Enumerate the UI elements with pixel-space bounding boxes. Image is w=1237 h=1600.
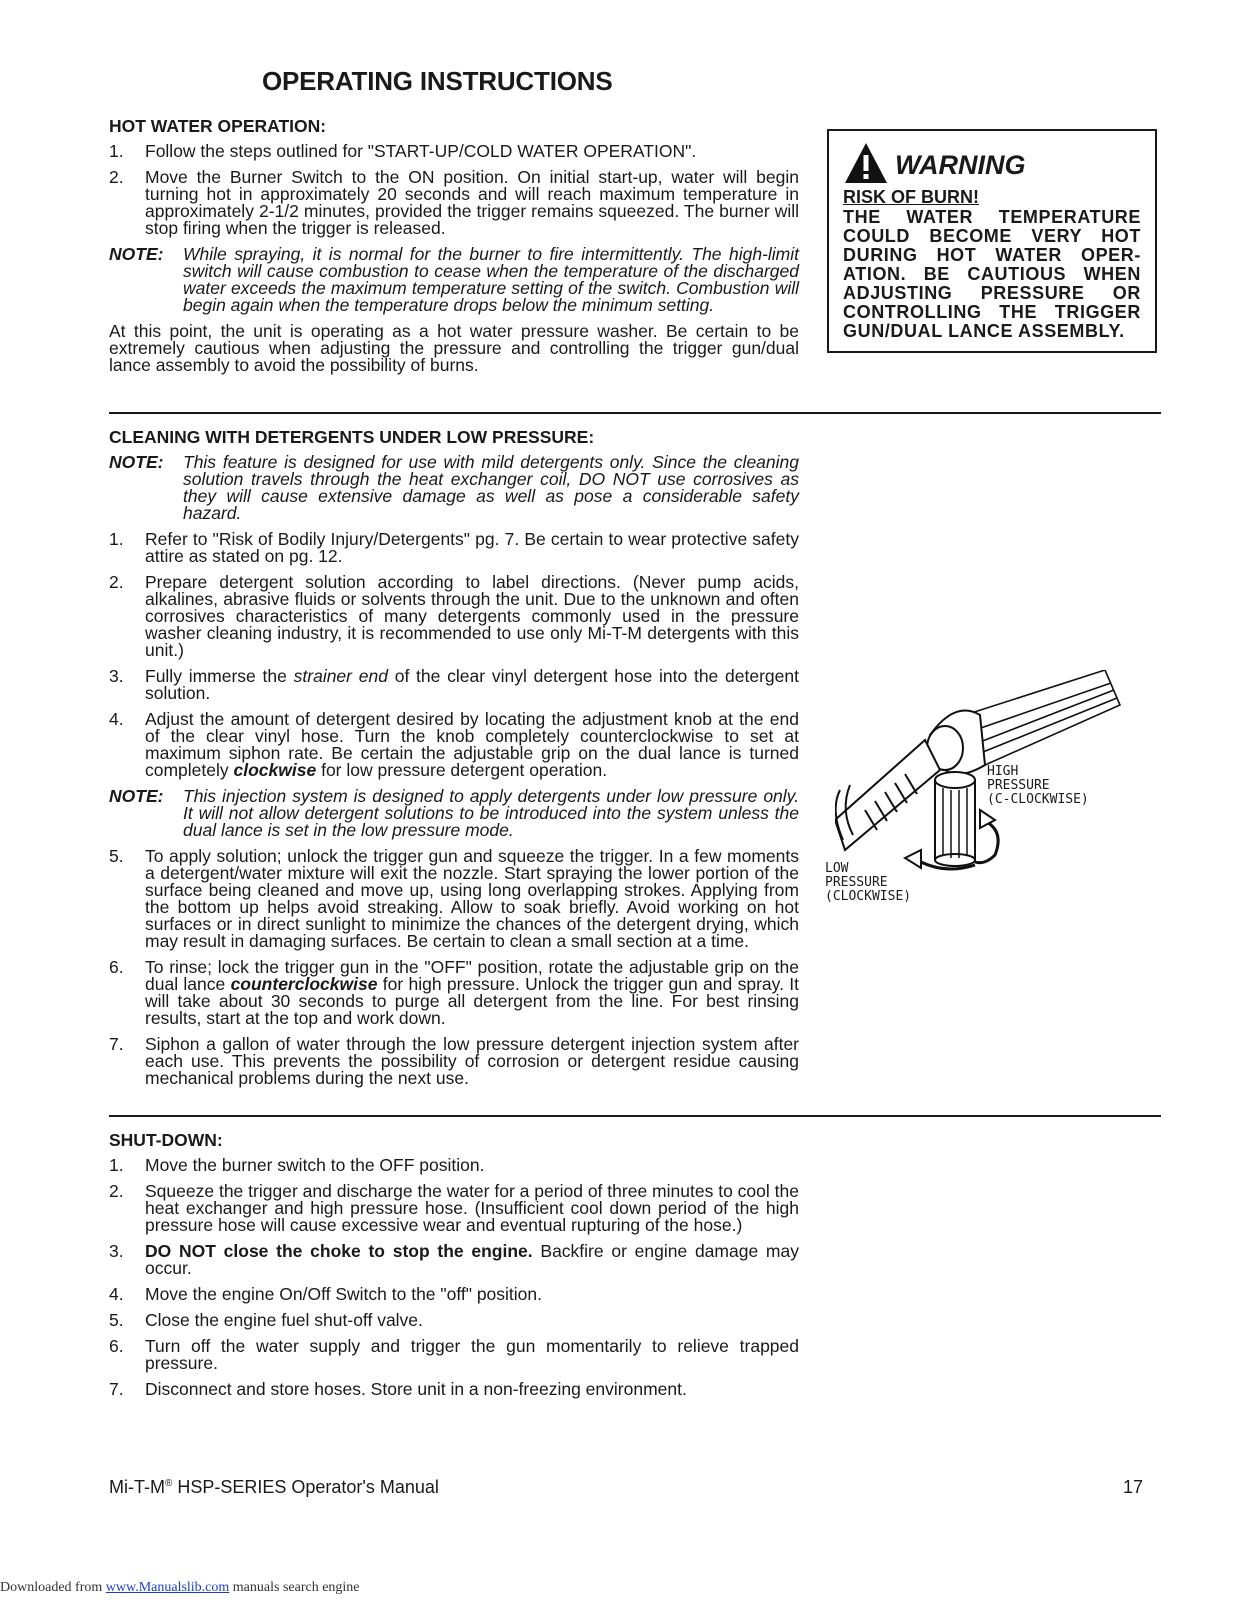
item-emphasis: clockwise bbox=[233, 760, 317, 780]
shutdown-heading: SHUT-DOWN: bbox=[109, 1130, 223, 1150]
list-item bbox=[109, 1286, 799, 1303]
item-emphasis: strainer end bbox=[293, 666, 388, 686]
item-text: Refer to "Risk of Bodily Injury/Detergents" pg. 7. Be certain to wear protective safety attire as stated on pg. 12. bbox=[145, 529, 799, 566]
note bbox=[109, 454, 799, 522]
item-emphasis: counterclockwise bbox=[230, 974, 378, 994]
item-number: 2. bbox=[109, 167, 124, 187]
detergents-heading: CLEANING WITH DETERGENTS UNDER LOW PRESSURE: bbox=[109, 427, 595, 447]
dual-lance-figure bbox=[825, 670, 1135, 920]
item-text: Close the engine fuel shut-off valve. bbox=[145, 1310, 423, 1330]
footer-manual: HSP-SERIES Operator's Manual bbox=[172, 1477, 439, 1497]
note-label: NOTE: bbox=[109, 452, 164, 472]
list-item bbox=[109, 1381, 799, 1398]
item-number: 4. bbox=[109, 1284, 124, 1304]
item-text: Fully immerse the bbox=[145, 666, 294, 686]
item-text: Siphon a gallon of water through the low pressure detergent injection system after each use. This prevents the possibility of corrosion or detergent residue causing mechanical problems during the next use. bbox=[145, 1034, 799, 1088]
item-number: 3. bbox=[109, 1241, 124, 1261]
list-item bbox=[109, 1243, 799, 1277]
item-number: 3. bbox=[109, 666, 124, 686]
warning-title: WARNING bbox=[895, 149, 1026, 180]
list-item bbox=[109, 531, 799, 565]
section-divider bbox=[109, 1115, 1161, 1117]
download-banner bbox=[0, 1580, 360, 1596]
item-number: 5. bbox=[109, 846, 124, 866]
item-number: 7. bbox=[109, 1379, 124, 1399]
item-number: 1. bbox=[109, 529, 124, 549]
list-item bbox=[109, 169, 799, 237]
list-item bbox=[109, 711, 799, 779]
item-number: 2. bbox=[109, 572, 124, 592]
high-pressure-label: HIGH PRESSURE (C-CLOCKWISE) bbox=[987, 764, 1089, 807]
list-item bbox=[109, 959, 799, 1027]
item-number: 7. bbox=[109, 1034, 124, 1054]
item-number: 6. bbox=[109, 1336, 124, 1356]
note bbox=[109, 246, 799, 314]
item-number: 1. bbox=[109, 1155, 124, 1175]
list-item bbox=[109, 1036, 799, 1087]
list-item bbox=[109, 574, 799, 659]
item-text: for high pressure. Unlock the trigger gun and spray. It will take about 30 seconds to purge all detergent from the line. For best rinsing results, start at the top and work down. bbox=[145, 974, 799, 1028]
footer-brand: Mi-T-M bbox=[109, 1477, 165, 1497]
item-text: Move the Burner Switch to the ON position. On initial start-up, water will begin turning hot in approximately 20 seconds and will reach maximum temperature in approximately 2-1/2 minutes, provided the trigger remains squeezed. The burner will stop firing when the trigger is released. bbox=[145, 167, 799, 238]
item-text: Move the engine On/Off Switch to the "off" position. bbox=[145, 1284, 543, 1304]
download-prefix: Downloaded from bbox=[0, 1580, 106, 1595]
list-item bbox=[109, 1338, 799, 1372]
list-item bbox=[109, 668, 799, 702]
page-title: OPERATING INSTRUCTIONS bbox=[262, 66, 613, 96]
hot-water-heading: HOT WATER OPERATION: bbox=[109, 116, 327, 136]
item-text: Backfire or engine damage may occur. bbox=[145, 1241, 799, 1278]
note-text: This injection system is designed to apply detergents under low pressure only. It will not allow detergent solutions to be introduced into the system unless the dual lance is set in the low pressure mode. bbox=[183, 786, 799, 840]
item-strong: DO NOT close the choke to stop the engine. bbox=[145, 1241, 533, 1261]
item-text: Squeeze the trigger and discharge the water for a period of three minutes to cool the heat exchanger and high pressure hose. (Insufficient cool down period of the high pressure hose will cause excessive wear and eventual rupturing of the hose.) bbox=[145, 1181, 799, 1235]
item-number: 5. bbox=[109, 1310, 124, 1330]
item-text: To rinse; lock the trigger gun in the "OFF" position, rotate the adjustable grip on the dual lance bbox=[145, 957, 799, 994]
shutdown-section bbox=[109, 1130, 799, 1407]
warning-text: THE WATER TEMPERATURE COULD BECOME VERY HOT DURING HOT WATER OPER-ATION. BE CAUTIOUS WHEN ADJUSTING PRESSURE OR CONTROLLING THE TRIGGER GUN/DUAL LANCE ASSEMBLY. bbox=[843, 207, 1141, 341]
item-text: Move the burner switch to the OFF position. bbox=[145, 1155, 485, 1175]
warning-risk: RISK OF BURN! bbox=[843, 187, 979, 207]
registered-mark: ® bbox=[164, 1478, 173, 1489]
list-item bbox=[109, 848, 799, 950]
item-text: of the clear vinyl detergent hose into the detergent solution. bbox=[145, 666, 799, 703]
item-text: Prepare detergent solution according to label directions. (Never pump acids, alkalines, abrasive fluids or solvents through the unit. Due to the unknown and often corrosives characteristics of many detergents commonly used in the pressure washer cleaning industry, it is recommended to use only Mi-T-M detergents with this unit.) bbox=[145, 572, 799, 660]
item-text: Disconnect and store hoses. Store unit in a non-freezing environment. bbox=[145, 1379, 687, 1399]
detergents-section bbox=[109, 427, 799, 1096]
closing-paragraph: At this point, the unit is operating as a hot water pressure washer. Be certain to be extremely cautious when adjusting the pressure and controlling the trigger gun/dual lance assembly to avoid the possibility of burns. bbox=[109, 321, 799, 375]
warning-header bbox=[843, 143, 1141, 187]
item-number: 1. bbox=[109, 141, 124, 161]
note bbox=[109, 788, 799, 839]
list-item bbox=[109, 1157, 799, 1174]
item-text: Adjust the amount of detergent desired by locating the adjustment knob at the end of the clear vinyl hose. Turn the knob completely counterclockwise to set at maximum siphon rate. Be certain the adjustable grip on the dual lance is turned completely bbox=[145, 709, 799, 780]
note-text: This feature is designed for use with mild detergents only. Since the cleaning solution travels through the heat exchanger coil, DO NOT use corrosives as they will cause extensive damage as well as pose a considerable safety hazard. bbox=[183, 452, 799, 523]
download-suffix: manuals search engine bbox=[229, 1580, 360, 1595]
list-item bbox=[109, 1183, 799, 1234]
list-item bbox=[109, 1312, 799, 1329]
low-pressure-label: LOW PRESSURE (CLOCKWISE) bbox=[825, 861, 912, 904]
page-number: 17 bbox=[1123, 1477, 1144, 1497]
footer-manual-title bbox=[109, 1477, 439, 1498]
note-text: While spraying, it is normal for the burner to fire intermittently. The high-limit switch will cause combustion to cease when the temperature of the discharged water exceeds the maximum temperature setting of the switch. Combustion will begin again when the temperature drops below the minimum setting. bbox=[183, 244, 799, 315]
list-item bbox=[109, 143, 799, 160]
manualslib-link[interactable]: www.Manualslib.com bbox=[105, 1580, 230, 1595]
item-number: 6. bbox=[109, 957, 124, 977]
item-text: Turn off the water supply and trigger the gun momentarily to relieve trapped pressure. bbox=[145, 1336, 799, 1373]
item-text: Follow the steps outlined for "START-UP/COLD WATER OPERATION". bbox=[145, 141, 697, 161]
warning-box bbox=[827, 129, 1157, 353]
item-text: for low pressure detergent operation. bbox=[316, 760, 608, 780]
hot-water-section bbox=[109, 116, 799, 374]
item-number: 4. bbox=[109, 709, 124, 729]
section-divider bbox=[109, 412, 1161, 414]
item-number: 2. bbox=[109, 1181, 124, 1201]
note-label: NOTE: bbox=[109, 244, 164, 264]
warning-triangle-icon bbox=[843, 141, 889, 190]
item-text: To apply solution; unlock the trigger gun and squeeze the trigger. In a few moments a detergent/water mixture will exit the nozzle. Start spraying the lower portion of the surface being cleaned and move up, using long overlapping strokes. Applying from the bottom up helps avoid streaking. Allow to soak briefly. Avoid working on hot surfaces or in direct sunlight to minimize the chances of the detergent drying, which may result in damaging surfaces. Be certain to clean a small section at a time. bbox=[145, 846, 799, 951]
note-label: NOTE: bbox=[109, 786, 164, 806]
